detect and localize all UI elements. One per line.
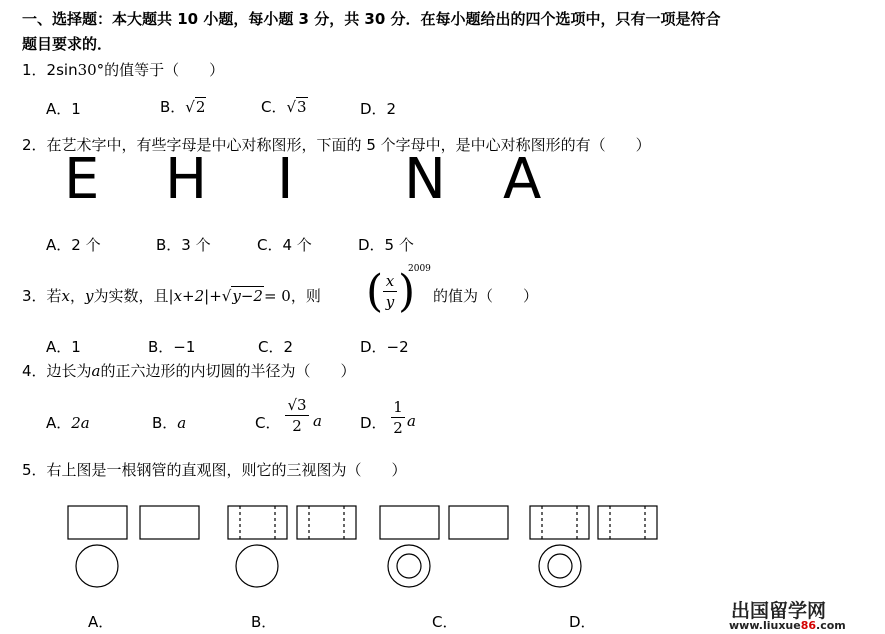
q3-stem-pre: 3．若 <box>22 287 62 305</box>
q1-stem-pre: 1．2sin <box>22 61 78 79</box>
q3-then: ，则 <box>290 287 321 305</box>
q4-option-a-val: 2a <box>71 414 90 432</box>
q2-option-b: B．3 个 <box>156 236 211 254</box>
option-b-side-view <box>297 506 356 539</box>
q3-var-y: y <box>85 287 94 305</box>
option-d-side-view <box>598 506 657 539</box>
option-a-front-view <box>68 506 127 539</box>
art-letter-e: E <box>64 147 100 212</box>
q3-abs-term: |x+2| <box>168 287 210 305</box>
q4-option-d-label: D． <box>360 414 387 432</box>
q5-option-c-label: C． <box>432 613 458 631</box>
art-letter-i: I <box>277 147 294 212</box>
option-d-top-view-outer <box>539 545 581 587</box>
q4-option-c-den: 2 <box>292 417 302 435</box>
q1-stem-post: 的值等于（ ） <box>104 61 225 79</box>
q5-option-d-label: D． <box>569 613 596 631</box>
option-c-side-view <box>449 506 508 539</box>
q1-option-d: D．2 <box>360 100 397 118</box>
option-b-views <box>228 506 356 587</box>
q1-option-b-radicand: 2 <box>195 98 206 116</box>
watermark-url-num: 86 <box>800 619 817 632</box>
radical-icon: √ <box>286 98 297 116</box>
q1-option-c-label: C． <box>261 98 287 116</box>
q4-option-d-den: 2 <box>393 419 403 437</box>
q4-option-b-label: B． <box>152 414 178 432</box>
watermark-url-post: .com <box>816 619 846 632</box>
q1-stem-deg: 30° <box>77 61 105 79</box>
option-c-top-view-outer <box>388 545 430 587</box>
watermark-url-pre: www.liuxue <box>729 619 801 632</box>
q1-option-a: A．1 <box>46 100 81 118</box>
option-d-top-view-inner <box>548 554 572 578</box>
option-a-side-view <box>140 506 199 539</box>
art-letter-n: N <box>404 147 446 212</box>
q3-option-d: D．−2 <box>360 338 409 356</box>
q4-stem-pre: 4．边长为 <box>22 362 92 380</box>
section-header-line2: 题目要求的． <box>22 35 113 53</box>
art-letter-h: H <box>165 147 208 212</box>
left-paren-icon: ( <box>366 266 384 317</box>
q3-stem-mid: 为实数，且 <box>93 287 169 305</box>
option-b-front-view <box>228 506 287 539</box>
watermark-title: 出国留学网 <box>731 600 827 622</box>
radical-icon: √ <box>221 287 232 305</box>
option-b-top-view <box>236 545 278 587</box>
q4-option-c-num: √3 <box>287 396 307 414</box>
q4-option-c-var: a <box>313 412 322 430</box>
right-paren-icon: ) <box>398 266 416 317</box>
section-header-line1: 一、选择题：本大题共 10 小题，每小题 3 分，共 30 分．在每小题给出的四个选项中，只有一项是符合 <box>22 10 721 28</box>
q4-option-a-label: A． <box>46 414 72 432</box>
q3-frac-num: x <box>385 272 395 290</box>
q3-exponent: 2009 <box>408 264 431 274</box>
option-a-views <box>68 506 199 587</box>
q3-var-x: x <box>61 287 71 305</box>
q3-eq-end: = 0 <box>263 287 291 305</box>
option-d-views <box>530 506 657 587</box>
q3-comma: ， <box>70 287 86 305</box>
option-a-top-view <box>76 545 118 587</box>
option-c-front-view <box>380 506 439 539</box>
q3-option-b: B．−1 <box>148 338 196 356</box>
question-2-stem: 2．在艺术字中，有些字母是中心对称图形，下面的 5 个字母中，是中心对称图形的有（ ） <box>22 136 651 154</box>
option-d-front-view <box>530 506 589 539</box>
q3-frac-den: y <box>385 293 395 311</box>
option-c-views <box>380 506 508 587</box>
q5-option-b-label: B． <box>251 613 277 631</box>
q4-option-d-var: a <box>407 412 416 430</box>
q3-radicand: y−2 <box>232 287 263 305</box>
q1-option-c-radicand: 3 <box>297 98 307 116</box>
watermark-url <box>729 619 846 632</box>
q3-option-a: A．1 <box>46 338 81 356</box>
q4-stem-post: 的正六边形的内切圆的半径为（ ） <box>100 362 356 380</box>
q2-option-d: D．5 个 <box>358 236 414 254</box>
q4-option-b-val: a <box>177 414 187 432</box>
option-c-top-view-inner <box>397 554 421 578</box>
radical-icon: √ <box>185 98 195 116</box>
q4-option-d-num: 1 <box>393 398 403 416</box>
q3-stem-post: 的值为（ ） <box>433 287 539 305</box>
art-letter-a: A <box>503 147 542 212</box>
question-5-stem: 5．右上图是一根钢管的直观图，则它的三视图为（ ） <box>22 461 407 479</box>
q2-option-a: A．2 个 <box>46 236 101 254</box>
q3-plus: + <box>209 287 222 305</box>
q4-var-a: a <box>91 362 101 380</box>
q3-option-c: C．2 <box>258 338 294 356</box>
q2-option-c: C．4 个 <box>257 236 312 254</box>
q1-option-b-label: B． <box>160 98 186 116</box>
q5-option-a-label: A． <box>88 613 114 631</box>
q4-option-c-label: C． <box>255 414 281 432</box>
